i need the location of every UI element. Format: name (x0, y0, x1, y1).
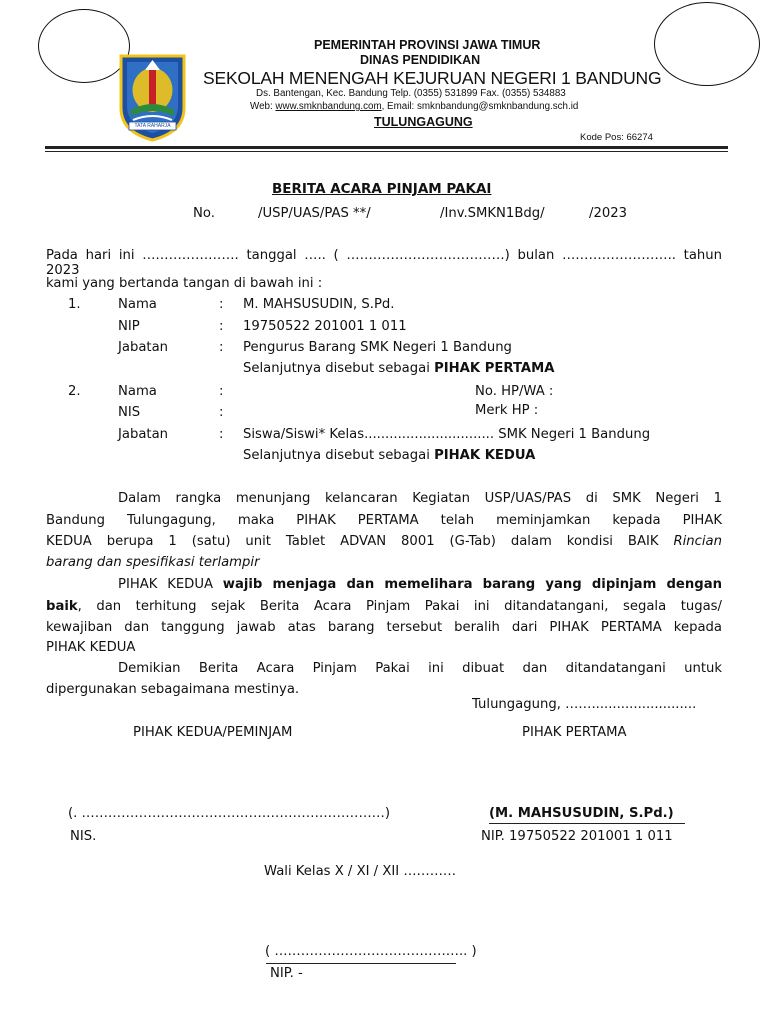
party2-nis-colon: : (219, 405, 224, 420)
web-link[interactable]: www.smknbandung.com (275, 101, 382, 112)
number-no: No. (193, 206, 215, 221)
party1-job-colon: : (219, 340, 224, 355)
right-role: PIHAK PERTAMA (522, 725, 627, 740)
party1-reference-term: PIHAK PERTAMA (434, 361, 555, 376)
postal-code: Kode Pos: 66274 (580, 132, 653, 143)
para2-line1 (118, 577, 722, 592)
party2-reference-term: PIHAK KEDUA (434, 448, 536, 463)
party2-hp-label: No. HP/WA : (475, 384, 554, 399)
intro-line: Pada hari ini …………………. tanggal ….. ( ………………………………) bulan …………………….. tahun 2023 (46, 248, 722, 278)
para1-line3-text: KEDUA berupa 1 (satu) unit Tablet ADVAN 8001 (G-Tab) dalam kondisi BAIK (46, 534, 674, 549)
party1-reference-prefix: Selanjutnya disebut sebagai (243, 361, 435, 376)
homeroom-signature-id: NIP. - (270, 966, 303, 981)
number-part2: /Inv.SMKN1Bdg/ (440, 206, 545, 221)
para2-line1-text: PIHAK KEDUA (118, 577, 223, 592)
letterhead-rule-thin (45, 151, 728, 152)
dept-name: DINAS PENDIDIKAN (360, 53, 481, 67)
logo-text: TATA RAHARJA (134, 123, 171, 129)
homeroom-signature-name: ( …………………………………….. ) (265, 944, 477, 959)
number-part1: /USP/UAS/PAS **/ (258, 206, 371, 221)
para2-line1-bold: wajib menjaga dan memelihara barang yang dipinjam dengan (222, 577, 722, 592)
homeroom-title: Wali Kelas X / XI / XII ………… (264, 864, 457, 879)
para2-line3: kewajiban dan tanggung jawab atas barang tersebut beralih dari PIHAK PERTAMA kepada (46, 620, 722, 635)
para2-line2-text: , dan terhitung sejak Berita Acara Pinjam Pakai ini ditandatangani, segala tugas/ (77, 599, 722, 614)
party2-nis-label: NIS (118, 405, 141, 420)
party1-nip-colon: : (219, 319, 224, 334)
right-signature-id: NIP. 19750522 201001 1 011 (481, 829, 673, 844)
right-signature-underline (489, 823, 685, 824)
para3-line2: dipergunakan sebagaimana mestinya. (46, 682, 300, 697)
left-signature-name: (. ……………………………………………………………) (68, 806, 390, 821)
party2-job: Siswa/Siswi* Kelas............................... SMK Negeri 1 Bandung (243, 427, 651, 442)
party1-name-label: Nama (118, 297, 157, 312)
party1-name: M. MAHSUSUDIN, S.Pd. (243, 297, 395, 312)
email-text: , Email: smknbandung@smknbandung.sch.id (381, 101, 579, 112)
right-signature-name: (M. MAHSUSUDIN, S.Pd.) (489, 806, 674, 821)
right-stamp-circle (654, 2, 760, 86)
place-date: Tulungagung, ……......................... (472, 697, 697, 712)
east-java-logo (115, 50, 190, 142)
para2-line4: PIHAK KEDUA (46, 640, 136, 655)
party2-number: 2. (68, 384, 81, 399)
left-signature-id: NIS. (70, 829, 97, 844)
party1-nip: 19750522 201001 1 011 (243, 319, 407, 334)
school-address: Ds. Bantengan, Kec. Bandung Telp. (0355) 531899 Fax. (0355) 534883 (256, 88, 566, 99)
para2-line2-bold: baik (46, 599, 78, 614)
city-name: TULUNGAGUNG (374, 115, 473, 129)
para2-line2 (46, 599, 722, 614)
party2-name-label: Nama (118, 384, 157, 399)
left-role: PIHAK KEDUA/PEMINJAM (133, 725, 293, 740)
para1-line3-italic: Rincian (673, 534, 722, 549)
number-part3: /2023 (589, 206, 628, 221)
party1-name-colon: : (219, 297, 224, 312)
party2-job-colon: : (219, 427, 224, 442)
party2-name-colon: : (219, 384, 224, 399)
party1-job: Pengurus Barang SMK Negeri 1 Bandung (243, 340, 512, 355)
para3-line1: Demikian Berita Acara Pinjam Pakai ini dibuat dan ditandatangani untuk (118, 661, 722, 676)
party1-job-label: Jabatan (118, 340, 169, 355)
party2-reference (243, 448, 535, 463)
party2-merk-label: Merk HP : (475, 403, 539, 418)
party1-number: 1. (68, 297, 81, 312)
homeroom-signature-underline (266, 963, 456, 964)
party2-job-label: Jabatan (118, 427, 169, 442)
school-name: SEKOLAH MENENGAH KEJURUAN NEGERI 1 BANDUNG (203, 68, 662, 88)
para1-line3 (46, 534, 722, 549)
web-label: Web: (250, 101, 276, 112)
gov-name: PEMERINTAH PROVINSI JAWA TIMUR (314, 38, 541, 52)
party2-reference-prefix: Selanjutnya disebut sebagai (243, 448, 435, 463)
letterhead-rule-thick (45, 146, 728, 149)
web-email-line (250, 101, 578, 112)
para1-line1: Dalam rangka menunjang kelancaran Kegiatan USP/UAS/PAS di SMK Negeri 1 (118, 491, 722, 506)
party1-nip-label: NIP (118, 319, 140, 334)
para1-line2: Bandung Tulungagung, maka PIHAK PERTAMA telah meminjamkan kepada PIHAK (46, 513, 722, 528)
document-title: BERITA ACARA PINJAM PAKAI (272, 181, 492, 197)
para1-line4: barang dan spesifikasi terlampir (46, 555, 260, 570)
party1-reference (243, 361, 554, 376)
intro-line-2: kami yang bertanda tangan di bawah ini : (46, 276, 323, 291)
